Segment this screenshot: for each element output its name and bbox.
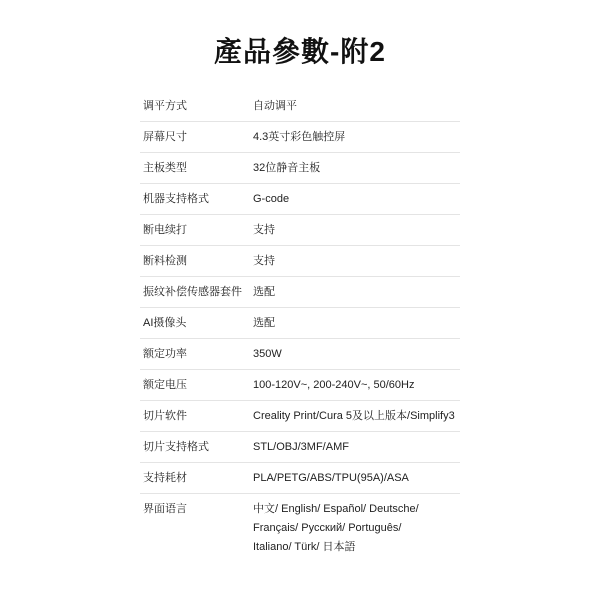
- language-line: Italiano/ Türk/ 日本語: [253, 541, 356, 553]
- spec-label: 机器支持格式: [143, 193, 209, 205]
- spec-label: 支持耗材: [143, 472, 187, 484]
- spec-value: Creality Print/Cura 5及以上版本/Simplify3: [253, 410, 455, 422]
- spec-label: 振纹补偿传感器套件: [143, 286, 242, 298]
- spec-label: 界面语言: [143, 503, 187, 515]
- spec-row-vibration-sensor-kit: [140, 277, 460, 308]
- spec-value: 100-120V~, 200-240V~, 50/60Hz: [253, 379, 415, 391]
- spec-row-file-format: [140, 184, 460, 215]
- spec-row-rated-voltage: [140, 370, 460, 401]
- spec-value: 支持: [253, 255, 275, 267]
- spec-row-leveling-method: [140, 91, 460, 122]
- spec-label: 额定电压: [143, 379, 187, 391]
- spec-label: 断电续打: [143, 224, 187, 236]
- spec-row-mainboard-type: [140, 153, 460, 184]
- spec-row-power-resume: [140, 215, 460, 246]
- spec-row-interface-languages: [140, 494, 460, 557]
- spec-value: 4.3英寸彩色触控屏: [253, 131, 346, 143]
- spec-row-screen-size: [140, 122, 460, 153]
- spec-value: 支持: [253, 224, 275, 236]
- page-title: 產品參數-附2: [214, 36, 386, 67]
- spec-label: 切片软件: [143, 410, 187, 422]
- language-line: Français/ Русский/ Português/: [253, 522, 402, 534]
- spec-row-supported-filaments: [140, 463, 460, 494]
- spec-value: 32位静音主板: [253, 162, 321, 174]
- spec-label: 屏幕尺寸: [143, 131, 187, 143]
- spec-value: PLA/PETG/ABS/TPU(95A)/ASA: [253, 472, 409, 484]
- spec-value: 选配: [253, 317, 275, 329]
- spec-row-ai-camera: [140, 308, 460, 339]
- spec-value: 自动调平: [253, 100, 297, 112]
- spec-value: [253, 500, 419, 557]
- spec-value: G-code: [253, 193, 290, 205]
- spec-value: STL/OBJ/3MF/AMF: [253, 441, 349, 453]
- spec-label: 额定功率: [143, 348, 187, 360]
- spec-label: 断料检测: [143, 255, 187, 267]
- spec-label: 主板类型: [143, 162, 187, 174]
- spec-value: 350W: [253, 348, 282, 360]
- spec-row-slicing-formats: [140, 432, 460, 463]
- spec-table: [140, 91, 460, 557]
- spec-label: 切片支持格式: [143, 441, 209, 453]
- spec-value: 选配: [253, 286, 275, 298]
- spec-row-slicing-software: [140, 401, 460, 432]
- spec-row-rated-power: [140, 339, 460, 370]
- spec-label: AI摄像头: [143, 317, 187, 329]
- spec-row-filament-detection: [140, 246, 460, 277]
- language-line: 中文/ English/ Español/ Deutsche/: [253, 503, 419, 515]
- spec-label: 调平方式: [143, 100, 187, 112]
